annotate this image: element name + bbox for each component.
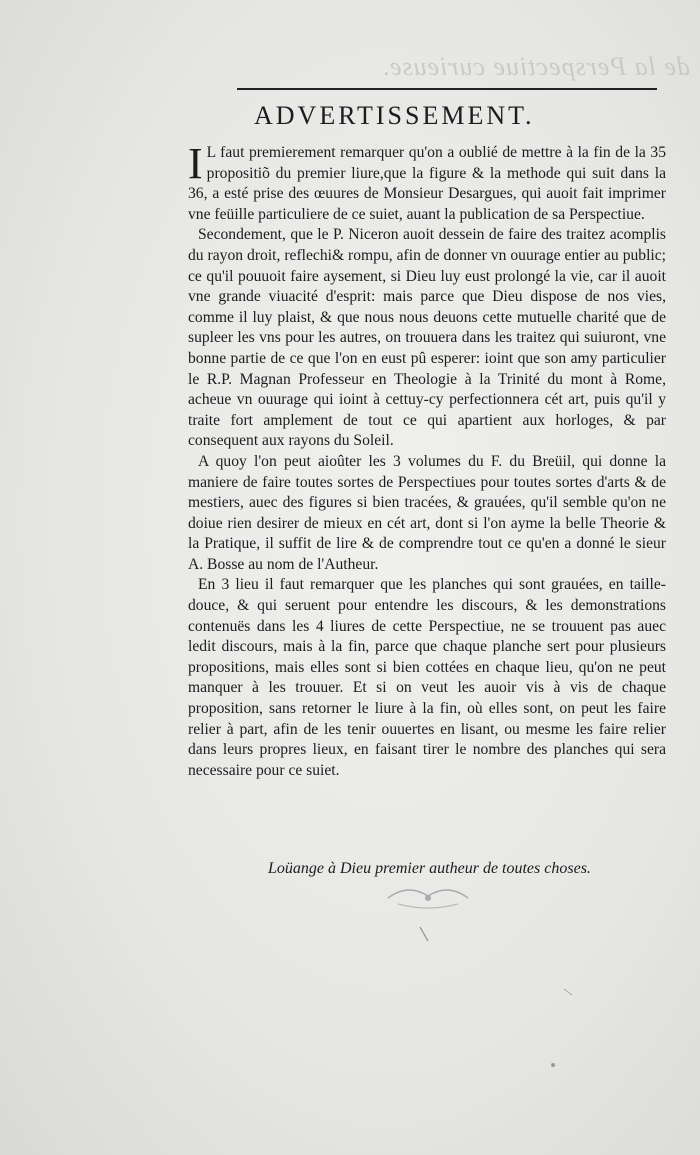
- paragraph-1: [188, 139, 666, 225]
- paragraph-2: [188, 225, 666, 452]
- paragraph-text: A quoy l'on peut aioûter les 3 volumes du F. du Breüil, qui donne la maniere de faire toutes sortes de Perspectiues pour toutes sortes d'arts & de mestiers, auec des figures si bien tracées, & grauées, qu'il semble qu'on ne doiue rien desirer de mieux en cét art, dont si l'on ayme la belle Theorie & la Pratique, il suffit de lire & de comprendre tout ce qu'en a donné le sieur A. Bosse au nom de l'Autheur.: [188, 452, 666, 573]
- ink-speck: [548, 1060, 558, 1070]
- header-rule: [237, 88, 657, 90]
- bleed-through-text: de la Perspectiue curieuse.: [381, 52, 690, 81]
- paragraph-text: Secondement, que le P. Niceron auoit dessein de faire des traitez acomplis du rayon droit, reflechi& rompu, afin de donner vn ouurage entier au public; ce qu'il pouuoit faire aysement, si Dieu luy eust prolongé la vie, car il auoit vne grande viuacité d'esprit: mais parce que Dieu dispose de nos vies, comme il luy plaist, & que nous nous deuons cette mutuelle charité que de supleer les vns pour les autres, on trouuera dans les traitez qui suiuront, vne bonne partie de ce que l'on en eust pû esperer: ioint que son amy particulier le R.P. Magnan Professeur en Theologie à la Trinité du mont à Rome, acheue vn ouurage qui ioint à cettuy-cy perfectionnera cét art, puis qu'il y traite fort amplement de tout ce qui apartient aux horloges, & par consequent aux rayons du Soleil.: [188, 226, 666, 450]
- tailpiece-ornament: [383, 878, 473, 912]
- closing-line: Loüange à Dieu premier autheur de toutes choses.: [268, 860, 591, 877]
- paragraph-3: [188, 452, 666, 576]
- drop-cap: I: [188, 139, 203, 188]
- paragraph-text: En 3 lieu il faut remarquer que les planches qui sont grauées, en taille-douce, & qui seruent pour entendre les discours, & les demonstrations contenuës dans les 4 liures de cette Perspectiue, ne se trouuent pas auec ledit discours, mais à la fin, parce que chaque planche sert pour plusieurs propositions, mais elles sont si bien cottées en chaque lieu, qu'on ne peut manquer à les trouuer. Et si on veut les auoir vis à vis de chaque proposition, sans retorner le liure à la fin, où elles sont, on peut les faire relier à part, afin de les tenir ouuertes en lisant, ou mesme les faire relier dans leurs propres lieux, en faisant tirer le nombre des planches qui sera necessaire pour ce suiet.: [188, 576, 666, 779]
- paragraph-text: L faut premierement remarquer qu'on a oublié de mettre à la fin de la 35 propositiõ du premier liure,que la figure & la methode qui suit dans la 36, a esté prise des œuures de Monsieur Desargues, qui auoit fait imprimer vne feüille particuliere de ce suiet, auant la publication de sa Perspectiue.: [188, 144, 666, 223]
- paragraph-4: [188, 575, 666, 781]
- page-heading: ADVERTISSEMENT.: [254, 101, 535, 130]
- ink-speck: [418, 925, 432, 945]
- body-text: [188, 139, 666, 781]
- ink-speck: [562, 985, 576, 999]
